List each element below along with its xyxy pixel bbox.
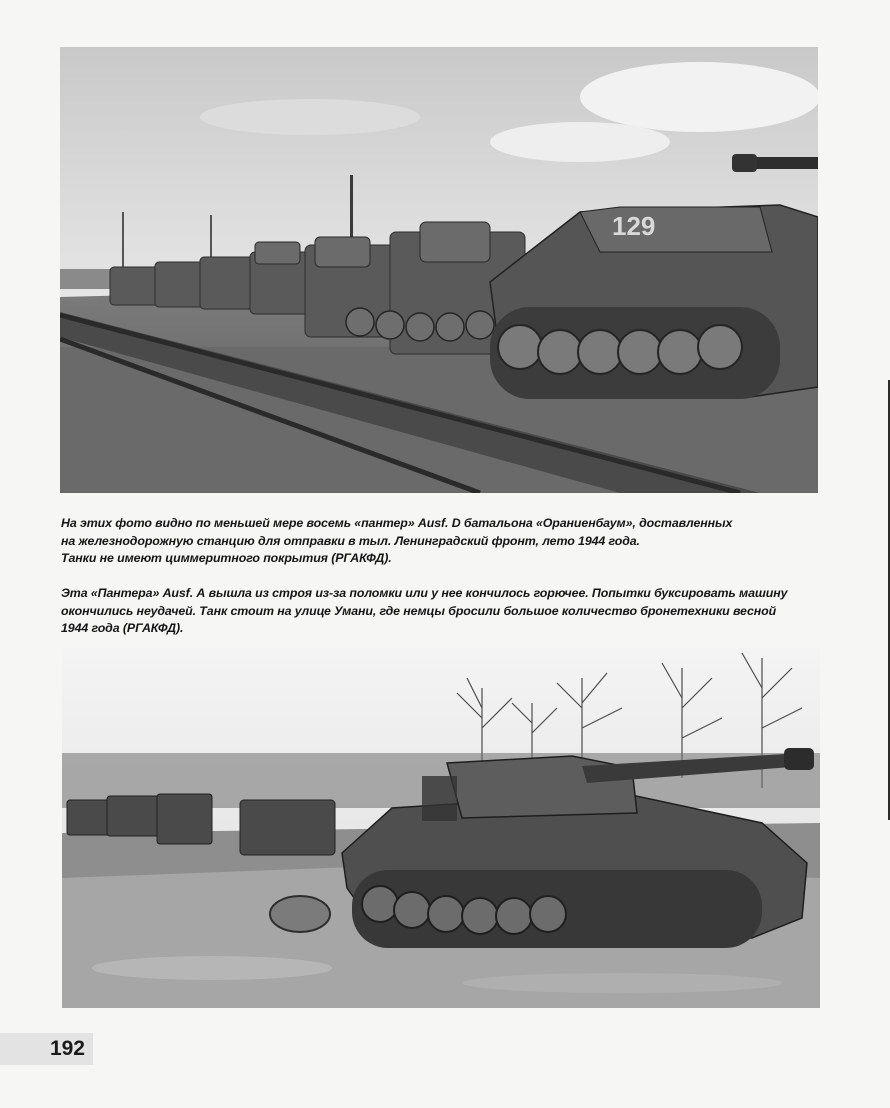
caption-bottom-line-3: 1944 года (РГАКФД). xyxy=(61,621,184,635)
page-number: 192 xyxy=(49,1037,85,1060)
photo-panthers-railway xyxy=(60,47,818,493)
caption-bottom-line-2: окончились неудачей. Танк стоит на улице Умани, где немцы бросили большое количество бронетехники весной xyxy=(61,603,777,618)
caption-bottom-line-1: Эта «Пантера» Ausf. А вышла из строя из-за поломки или у нее кончилось горючее. Попытки буксировать машину xyxy=(61,586,788,600)
turret-number: 129 xyxy=(612,211,656,241)
photo-panther-uman xyxy=(62,648,820,1008)
page-number-box xyxy=(0,1033,93,1065)
photo-panther-uman-drawing xyxy=(62,648,820,1008)
caption-top-line-1: На этих фото видно по меньшей мере восемь «пантер» Ausf. D батальона «Ораниенбаум», доставленных xyxy=(61,516,733,530)
caption-top-photo xyxy=(61,515,821,568)
photo-panthers-railway-drawing xyxy=(60,47,818,493)
caption-top-line-2: на железнодорожную станцию для отправки в тыл. Ленинградский фронт, лето 1944 года. xyxy=(61,533,640,548)
caption-top-line-3: Танки не имеют циммеритного покрытия (РГАКФД). xyxy=(61,551,392,565)
caption-bottom-photo xyxy=(61,585,821,638)
